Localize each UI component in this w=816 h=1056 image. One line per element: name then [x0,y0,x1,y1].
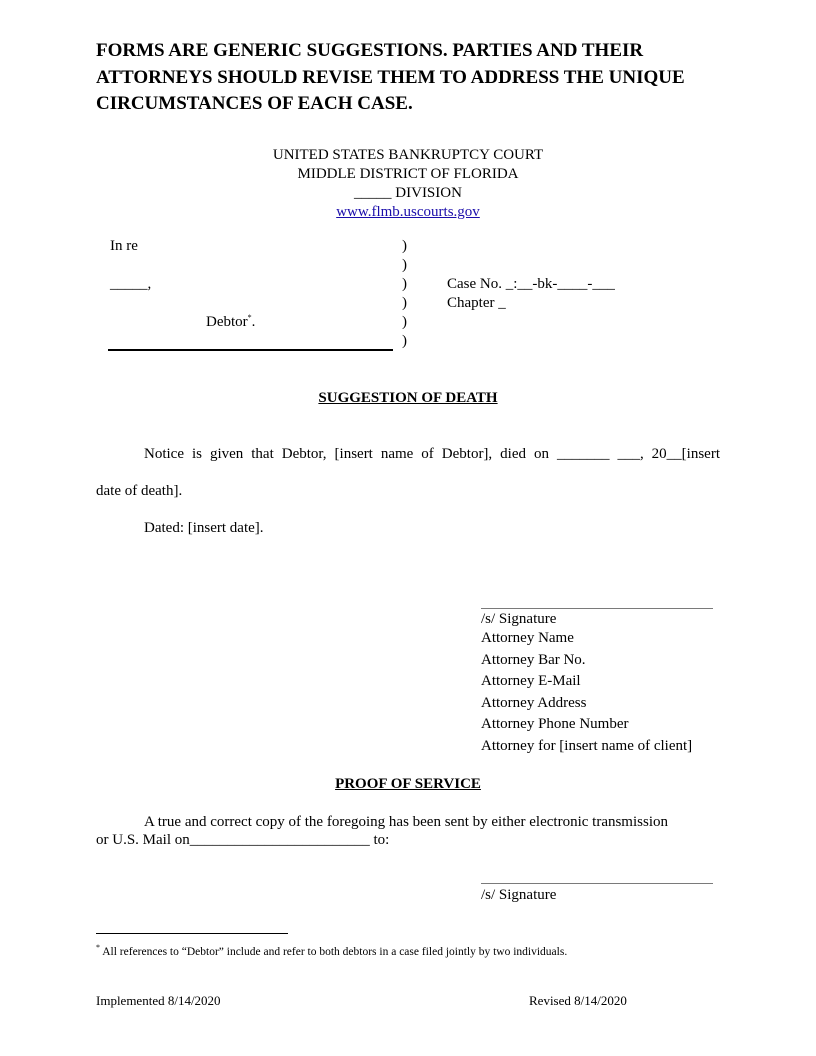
caption-paren: ) [402,295,407,311]
court-division: _____ DIVISION [354,185,462,201]
court-district: MIDDLE DISTRICT OF FLORIDA [297,166,519,182]
service-line-1: A true and correct copy of the foregoing has been sent by either electronic transmission [144,814,668,830]
signature-line [481,608,713,609]
revised-date: Revised 8/14/2020 [529,993,627,1008]
attorney-phone: Attorney Phone Number [481,716,629,732]
caption-paren: ) [402,314,407,330]
attorney-address: Attorney Address [481,695,587,711]
footnote-marker: * [96,943,100,953]
court-name: UNITED STATES BANKRUPTCY COURT [272,147,544,163]
service-signature-line [481,883,713,884]
proof-of-service-title: PROOF OF SERVICE [335,776,481,792]
footnote-marker: * [247,313,252,322]
footnote-separator [96,933,288,934]
notice-line-2: date of death]. [96,483,183,499]
footnote [96,943,568,958]
chapter-number: Chapter _ [447,295,506,311]
caption-underline [108,349,393,351]
court-header [0,146,816,222]
debtor-name-blank: _____, [110,276,152,292]
caption-paren: ) [402,238,407,254]
service-signature: /s/ Signature [481,887,557,903]
caption-paren: ) [402,257,407,273]
debtor-label: Debtor*. [206,313,256,330]
caption-paren: ) [402,333,407,349]
court-website-link[interactable]: www.flmb.uscourts.gov [336,204,480,220]
footnote-text: All references to “Debtor” include and refer to both debtors in a case filed jointly by two individuals. [100,946,568,958]
caption-paren: ) [402,276,407,292]
document-title: SUGGESTION OF DEATH [318,390,498,406]
implemented-date: Implemented 8/14/2020 [96,993,221,1008]
service-line-2: or U.S. Mail on________________________ to: [96,832,390,848]
dated-line: Dated: [insert date]. [144,520,264,536]
attorney-name: Attorney Name [481,630,574,646]
case-number: Case No. _:__-bk-____-___ [447,276,615,292]
signature: /s/ Signature [481,611,557,627]
disclaimer-heading: FORMS ARE GENERIC SUGGESTIONS. PARTIES AND THEIR ATTORNEYS SHOULD REVISE THEM TO ADDRESS THE UNIQUE CIRCUMSTANCES OF EACH CASE. [96,40,685,114]
notice-line-1: Notice is given that Debtor, [insert name of Debtor], died on _______ ___, 20__[insert [144,446,720,462]
attorney-email: Attorney E-Mail [481,673,581,689]
attorney-for: Attorney for [insert name of client] [481,738,693,754]
in-re-label: In re [110,238,138,254]
attorney-bar-no: Attorney Bar No. [481,652,586,668]
